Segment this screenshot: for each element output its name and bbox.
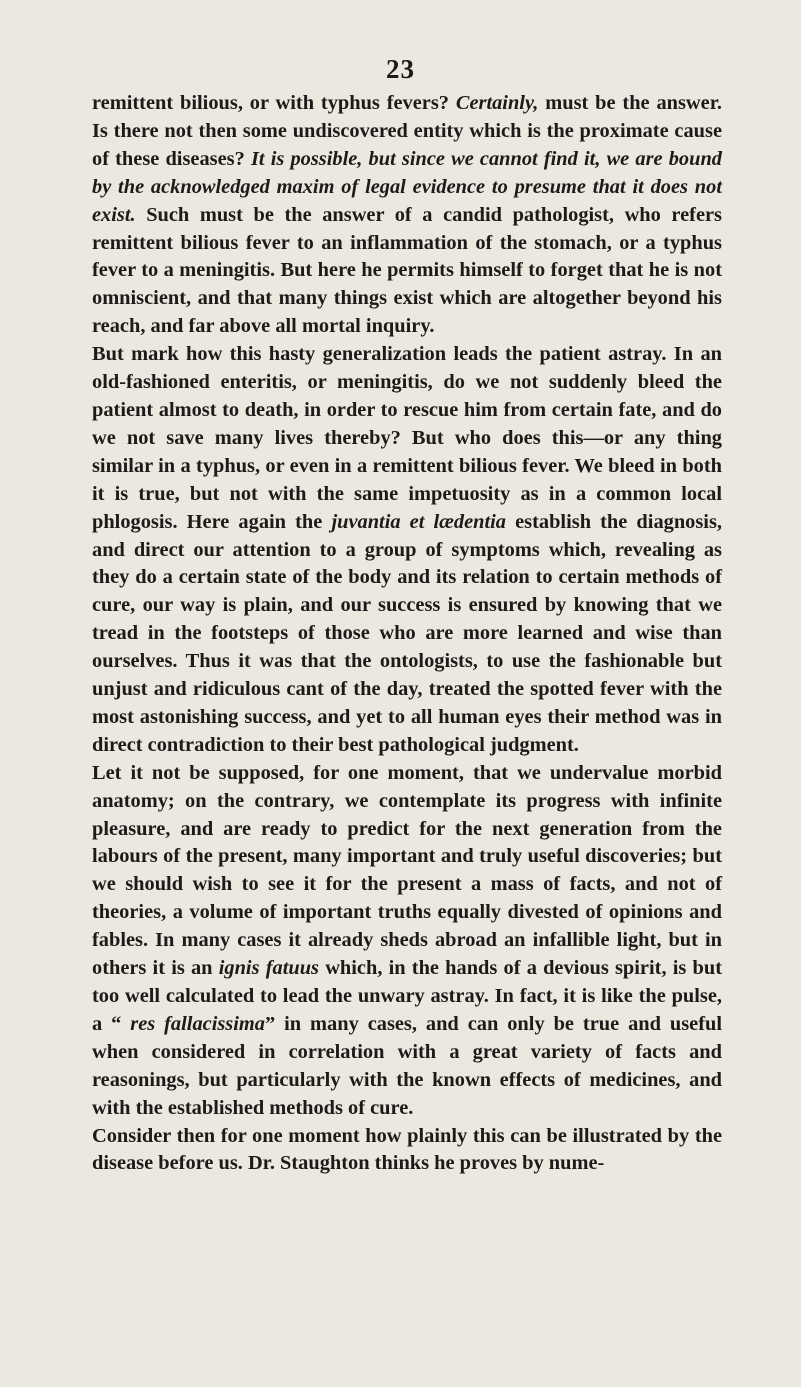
page-body bbox=[92, 90, 722, 1178]
text-run: which, in the hands of a devious spirit, is but too well calculated to lead the unwary astray. In fact, it is like the pulse, a “ bbox=[92, 957, 722, 1035]
paragraph-3 bbox=[92, 760, 722, 1123]
paragraph-4 bbox=[92, 1123, 722, 1179]
text-run: Let it not be supposed, for one moment, that we undervalue morbid anatomy; on the contrary, we contemplate its progress with infinite pleasure, and are ready to predict for the next generation from the labours of the present, many important and truly useful discoveries; but we should wish to see it for the present a mass of facts, and not of theories, a volume of important truths equally divested of opinions and fables. In many cases it already sheds abroad an infallible light, but in others it is an bbox=[92, 761, 722, 980]
italic-text: ignis fatuus bbox=[218, 957, 319, 980]
paragraph-2 bbox=[92, 341, 722, 760]
text-run: But mark how this hasty generalization leads the patient astray. In an old-fashioned enteritis, or meningitis, do we not suddenly bleed the patient almost to death, in order to rescue him from certain fate, and do we not save many lives thereby? But who does this—or any thing similar in a typhus, or even in a remittent bilious fever. We bleed in both it is true, but not with the same impetuosity as in a common local phlogosis. Here again the bbox=[92, 343, 722, 533]
text-run: ” in many cases, and can only be true and useful when considered in correlation with a great variety of facts and reasonings, but particularly with the known effects of medicines, and with the established methods of cure. bbox=[92, 1012, 723, 1119]
text-run: must be the answer. Is there not then some undiscovered entity which is the proximate cause of these diseases? bbox=[92, 92, 722, 170]
italic-text: juvantia et lædentia bbox=[331, 510, 506, 533]
italic-text: res fallacissima bbox=[130, 1012, 265, 1035]
text-run: remittent bilious, or with typhus fevers? bbox=[92, 92, 456, 114]
italic-text: Certainly, bbox=[455, 92, 539, 114]
italic-text: It is possible, but since we cannot find it, we are bound by the acknowledged maxim of legal evidence to presume that it does not exist. bbox=[92, 147, 722, 226]
text-run: establish the diagnosis, and direct our attention to a group of symptoms which, revealing as they do a certain state of the body and its relation to certain methods of cure, our way is plain, and our success is ensured by knowing that we tread in the footsteps of those who are more learned and wise than ourselves. Thus it was that the ontologists, to use the fashionable but unjust and ridiculous cant of the day, treated the spotted fever with the most astonishing success, and yet to all human eyes their method was in direct contradiction to their best pathological judgment. bbox=[92, 510, 722, 756]
text-run: Consider then for one moment how plainly this can be illustrated by the disease before us. Dr. Staughton thinks he proves by nume- bbox=[92, 1124, 722, 1175]
paragraph-1 bbox=[92, 90, 722, 341]
text-run: Such must be the answer of a candid pathologist, who refers remittent bilious fever to an inflammation of the stomach, or a typhus fever to a meningitis. But here he permits himself to forget that he is not omniscient, and that many things exist which are altogether beyond his reach, and far above all mortal inquiry. bbox=[92, 203, 722, 338]
page-number: 23 bbox=[386, 54, 415, 84]
